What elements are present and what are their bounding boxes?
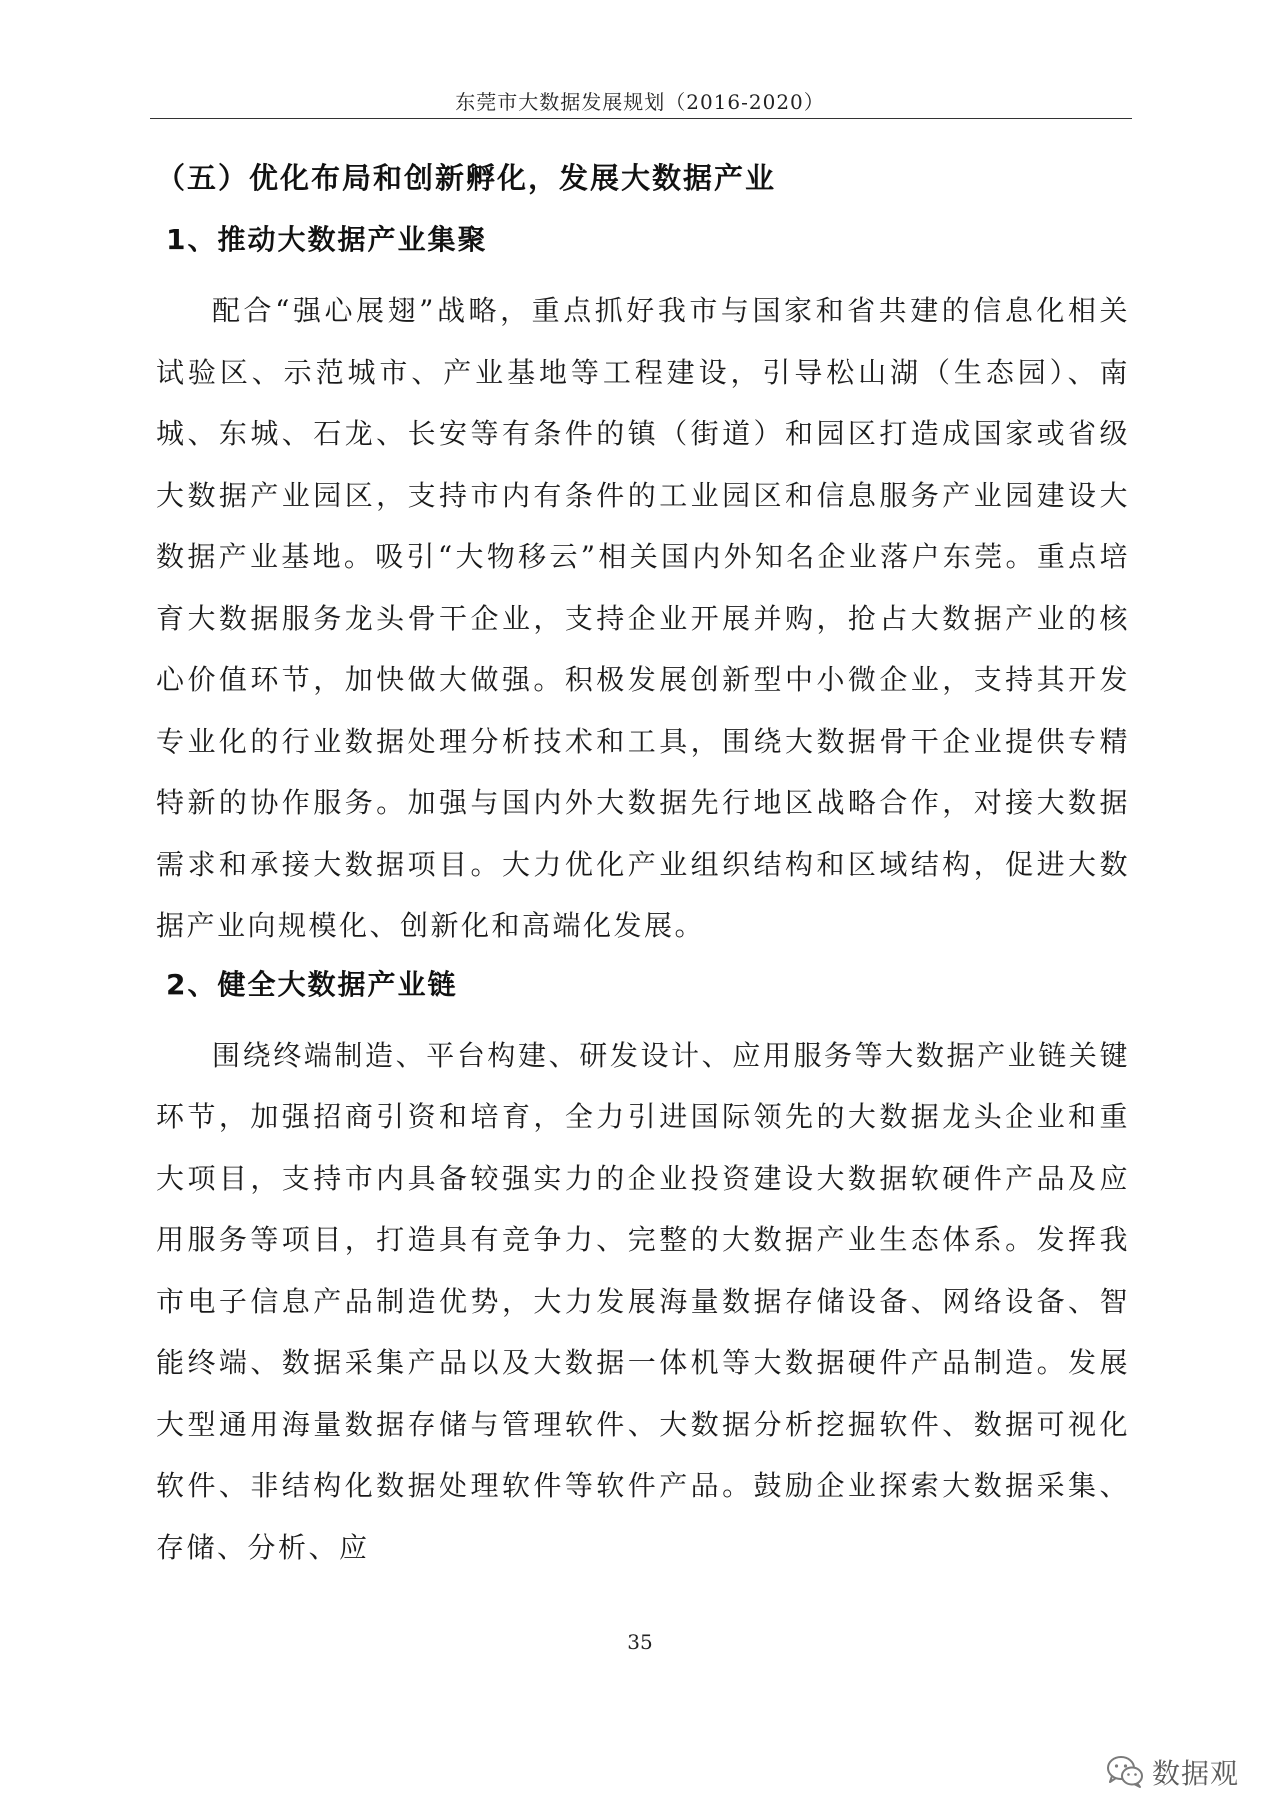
wechat-icon: [1106, 1755, 1144, 1789]
page-number: 35: [627, 1630, 653, 1654]
subsection-heading-2: 2、健全大数据产业链: [166, 967, 458, 1001]
watermark-text: 数据观: [1152, 1757, 1240, 1790]
section-heading: （五）优化布局和创新孵化，发展大数据产业: [156, 161, 777, 195]
subsection-paragraph-2: 围绕终端制造、平台构建、研发设计、应用服务等大数据产业链关键环节，加强招商引资和培育，全力引进国际领先的大数据龙头企业和重大项目，支持市内具备较强实力的企业投资建设大数据软硬件产品及应用服务等项目，打造具有竞争力、完整的大数据产业生态体系。发挥我市电子信息产品制造优势，大力发展海量数据存储设备、网络设备、智能终端、数据采集产品以及大数据一体机等大数据硬件产品制造。发展大型通用海量数据存储与管理软件、大数据分析挖掘软件、数据可视化软件、非结构化数据处理软件等软件产品。鼓励企业探索大数据采集、存储、分析、应: [156, 1038, 1130, 1564]
running-header: 东莞市大数据发展规划（2016-2020）: [455, 90, 825, 114]
header-rule: [150, 118, 1132, 119]
subsection-paragraph-1: 配合“强心展翅”战略，重点抓好我市与国家和省共建的信息化相关试验区、示范城市、产业基地等工程建设，引导松山湖（生态园）、南城、东城、石龙、长安等有条件的镇（街道）和园区打造成国家或省级大数据产业园区，支持市内有条件的工业园区和信息服务产业园建设大数据产业基地。吸引“大物移云”相关国内外知名企业落户东莞。重点培育大数据服务龙头骨干企业，支持企业开展并购，抢占大数据产业的核心价值环节，加快做大做强。积极发展创新型中小微企业，支持其开发专业化的行业数据处理分析技术和工具，围绕大数据骨干企业提供专精特新的协作服务。加强与国内外大数据先行地区战略合作，对接大数据需求和承接大数据项目。大力优化产业组织结构和区域结构，促进大数据产业向规模化、创新化和高端化发展。: [156, 294, 1130, 942]
subsection-heading-1: 1、推动大数据产业集聚: [166, 223, 488, 256]
watermark: [1106, 1752, 1239, 1792]
document-body: [156, 148, 1130, 1584]
